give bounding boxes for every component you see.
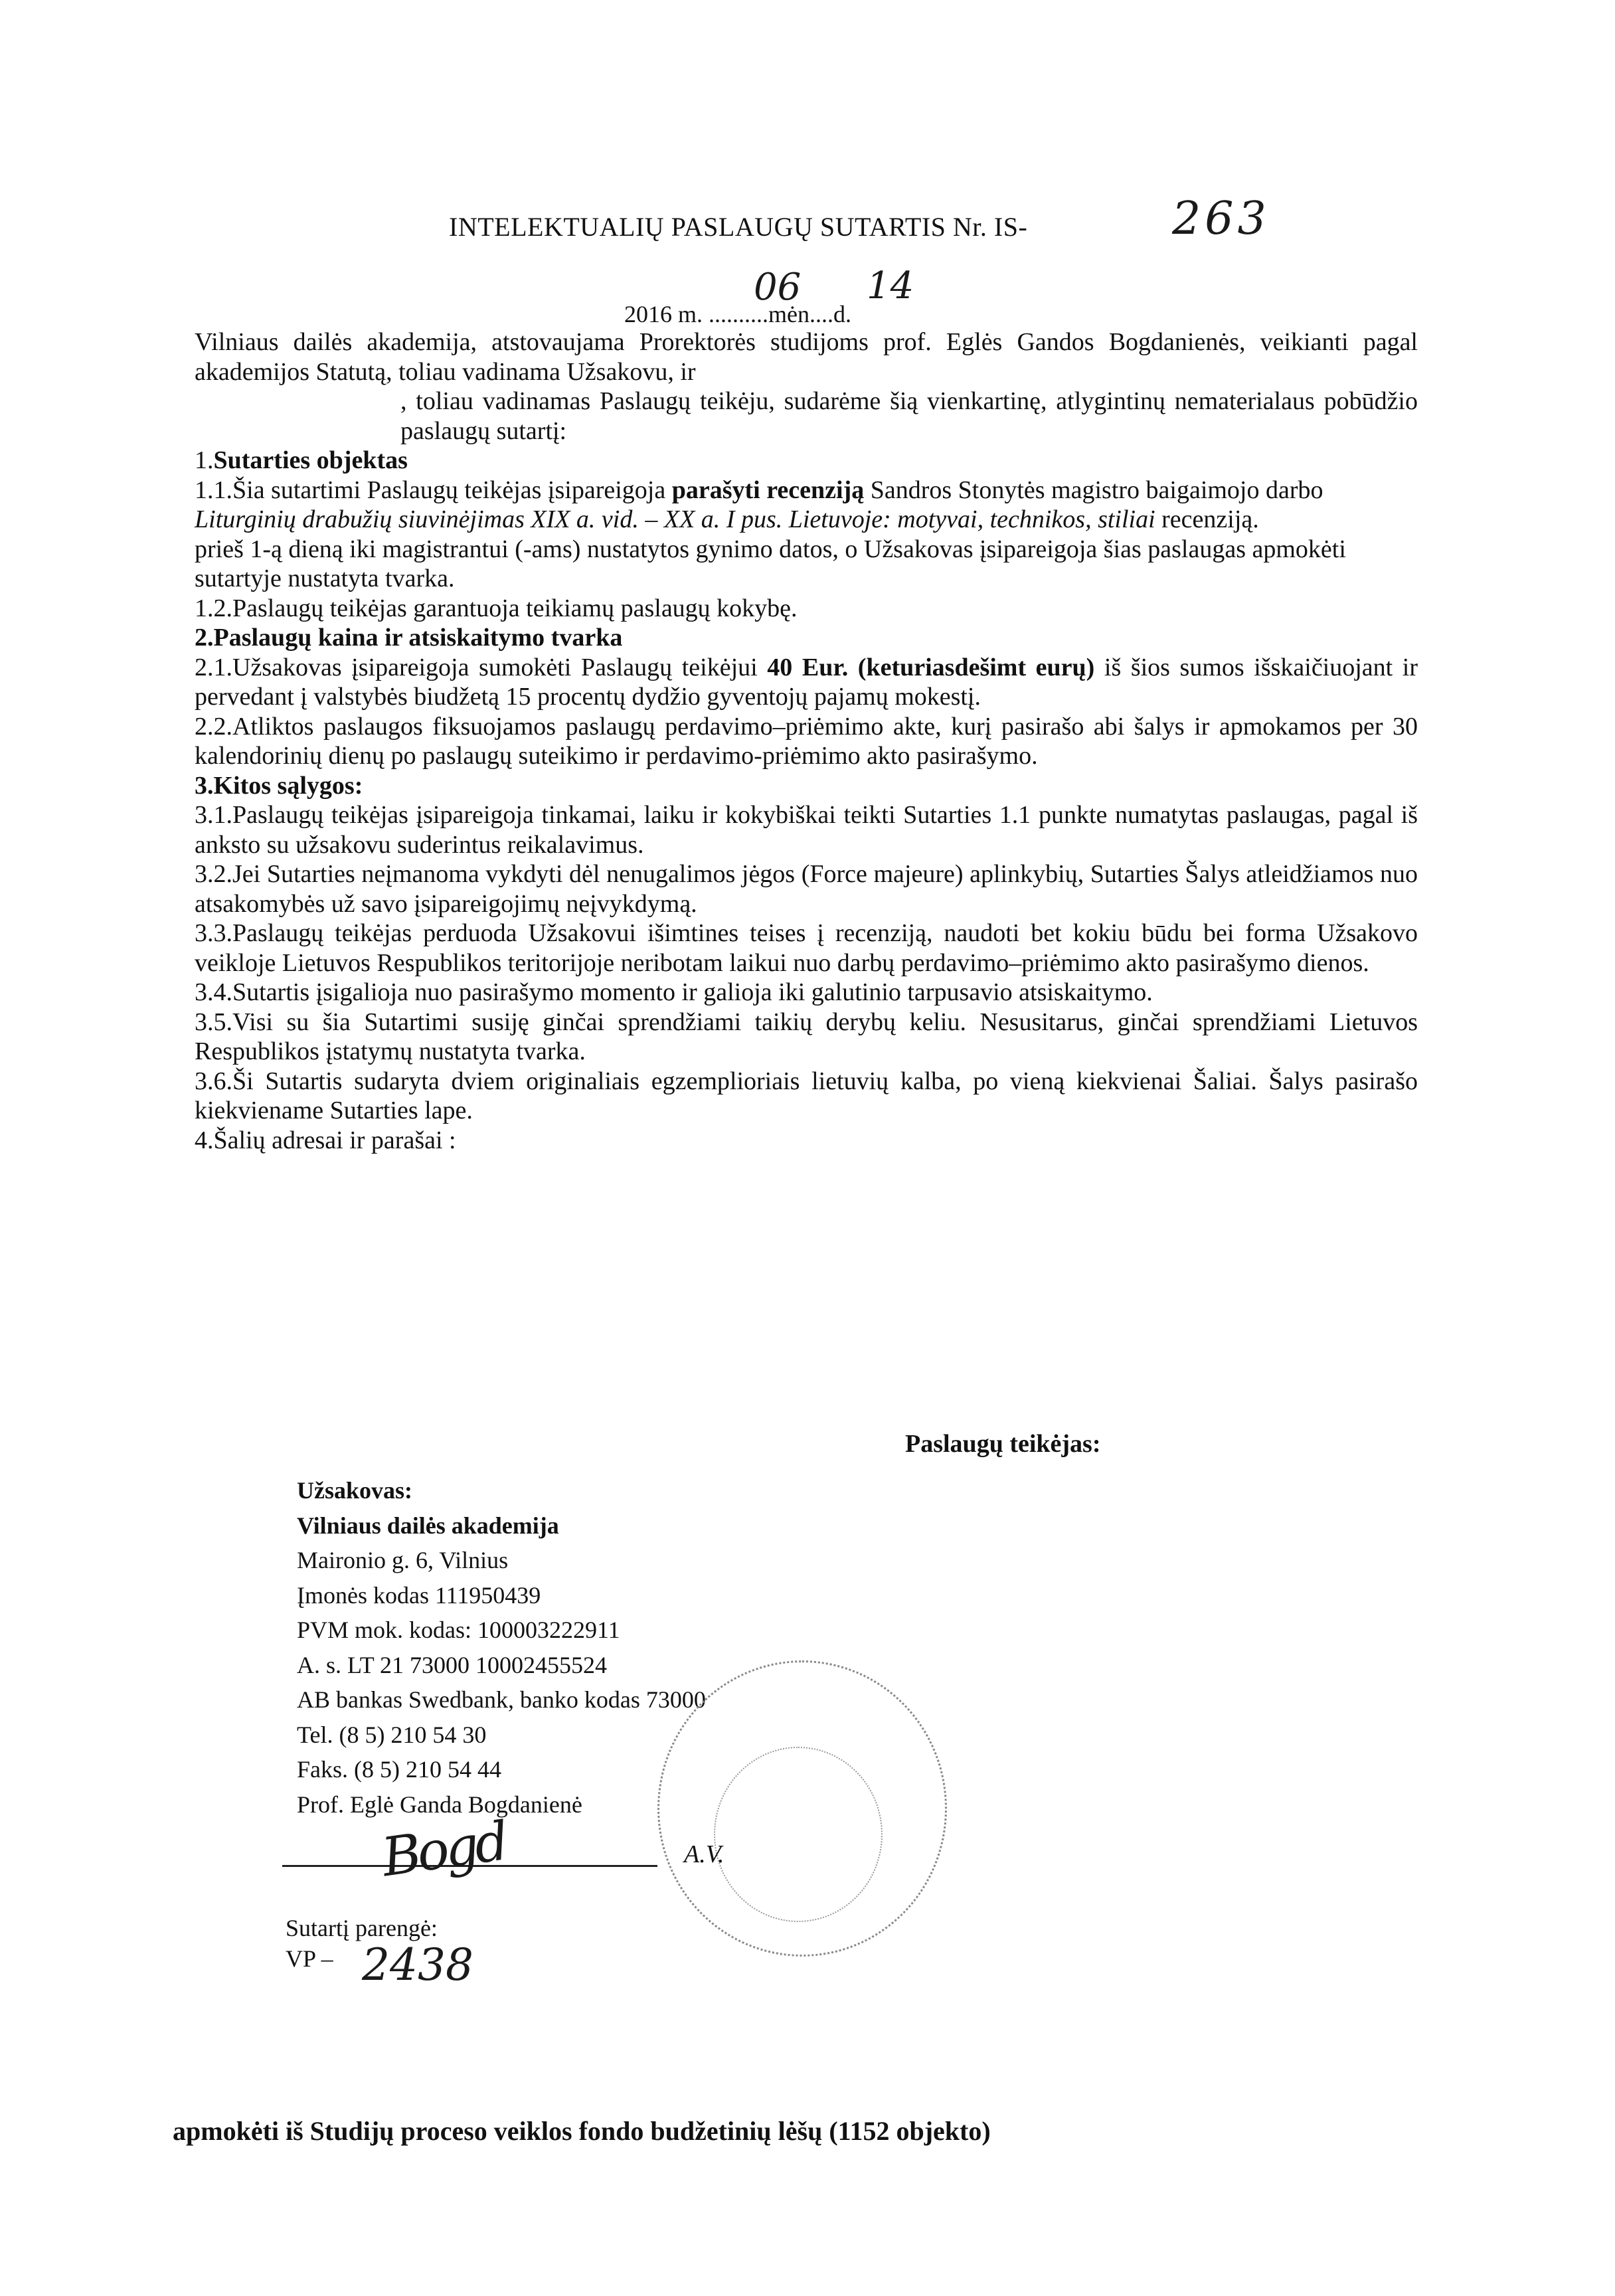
section-2-heading: 2.Paslaugų kaina ir atsiskaitymo tvarka <box>195 624 623 652</box>
preamble-provider <box>195 387 1418 446</box>
client-name: Vilniaus dailės akademija <box>297 1512 559 1539</box>
clause-2-1-text-a: 2.1.Užsakovas įsipareigoja sumokėti Paslaugų teikėjui <box>195 653 768 681</box>
clause-3-4: 3.4.Sutartis įsigalioja nuo pasirašymo momento ir galioja iki galutinio tarpusavio atsiskaitymo. <box>195 978 1153 1006</box>
date-day-dots: .... <box>809 301 833 327</box>
clause-2-1 <box>195 653 1418 712</box>
clause-3-3: 3.3.Paslaugų teikėjas perduoda Užsakovui išimtines teises į recenziją, naudoti bet kokiu būdu bei forma Užsakovo veikloje Lietuvos Respublikos teritorijoje neribotam laikui nuo darbų perdavimo–priėmimo akto pasirašymo dienos. <box>195 919 1418 977</box>
preamble-parties: Vilniaus dailės akademija, atstovaujama Prorektorės studijoms prof. Eglės Gandos Bogdanienės, veikianti pagal akademijos Statutą, toliau vadinama Užsakovu, ir <box>195 328 1418 386</box>
section-1-heading <box>195 446 1418 476</box>
handwritten-vp-number: 2438 <box>362 1939 473 1990</box>
clause-3-5: 3.5.Visi su šia Sutartimi susiję ginčai sprendžiami taikių derybų keliu. Nesusitarus, ginčai sprendžiami Lietuvos Respublikos įstatymų nustatyta tvarka. <box>195 1008 1418 1065</box>
clause-1-1 <box>195 476 1418 535</box>
contract-title-text: INTELEKTUALIŲ PASLAUGŲ SUTARTIS Nr. IS- <box>449 212 1028 242</box>
date-month-dots: .......... <box>709 301 769 327</box>
clause-1-1-text-a: 1.1.Šia sutartimi Paslaugų teikėjas įsipareigoja <box>195 476 672 504</box>
client-label: Užsakovas: <box>297 1477 413 1504</box>
clause-1-1-deadline: prieš 1-ą dieną iki magistrantui (-ams) nustatytos gynimo datos, o Užsakovas įsipareigoja šias paslaugas apmokėti sutartyje nustatyta tvarka. <box>195 535 1346 592</box>
clause-1-2: 1.2.Paslaugų teikėjas garantuoja teikiamų paslaugų kokybę. <box>195 594 798 622</box>
section-3-heading: 3.Kitos sąlygos: <box>195 771 363 800</box>
section-4-heading: 4.Šalių adresai ir parašai : <box>195 1126 456 1154</box>
thesis-title: Liturginių drabužių siuvinėjimas XIX a. vid. – XX a. I pus. Lietuvoje: motyvai, technikos, stiliai <box>195 505 1155 533</box>
clause-1-1-text-c: recenziją. <box>1155 505 1259 533</box>
client-company-code: Įmonės kodas 111950439 <box>297 1581 541 1609</box>
handwritten-signature: Bogd <box>378 1810 509 1889</box>
preamble-provider-text: , toliau vadinamas Paslaugų teikėju, sudarėme šią vienkartinę, atlygintinų nematerialaus pobūdžio paslaugų sutartį: <box>400 387 1418 445</box>
client-phone: Tel. (8 5) 210 54 30 <box>297 1721 487 1748</box>
section-1-number: 1. <box>195 446 214 474</box>
client-details <box>297 1473 706 1822</box>
stamp-place-label: A.V. <box>684 1840 724 1868</box>
vp-prefix: VP – <box>286 1945 333 1972</box>
clause-3-2: 3.2.Jei Sutarties neįmanoma vykdyti dėl nenugalimos jėgos (Force majeure) aplinkybių, Sutarties Šalys atleidžiamos nuo atsakomybės už savo įsipareigojimų neįvykdymą. <box>195 860 1418 918</box>
clause-3-6: 3.6.Ši Sutartis sudaryta dviem originaliais egzemplioriais lietuvių kalba, po vieną kiekvienai Šaliai. Šalys pasirašo kiekviename Sutarties lape. <box>195 1067 1418 1124</box>
handwritten-day: 14 <box>867 264 914 308</box>
contract-body <box>195 327 1418 1155</box>
clause-1-1-bold: parašyti recenziją <box>671 476 865 504</box>
client-vat-code: PVM mok. kodas: 100003222911 <box>297 1617 620 1643</box>
client-bank-account: A. s. LT 21 73000 10002455524 <box>297 1651 608 1678</box>
clause-1-1-text-b: Sandros Stonytės magistro baigaimojo darbo <box>864 476 1323 504</box>
clause-2-1-text-b: iš šios sumos išskaičiuojant ir pervedant į valstybės biudžetą 15 procentų dydžio gyventojų pajamų mokestį. <box>195 653 1418 711</box>
contract-date <box>624 300 851 328</box>
prepared-by-label: Sutartį parengė: <box>286 1915 438 1941</box>
section-1-title: Sutarties objektas <box>213 446 408 474</box>
payment-source-note: apmokėti iš Studijų proceso veiklos fondo budžetinių lėšų (1152 objekto) <box>173 2116 991 2146</box>
provider-label: Paslaugų teikėjas: <box>905 1430 1101 1458</box>
official-stamp-inner-ring <box>714 1747 883 1922</box>
handwritten-month: 06 <box>754 266 802 309</box>
date-month-label: mėn <box>768 301 809 327</box>
client-signatory: Prof. Eglė Ganda Bogdanienė <box>297 1791 582 1818</box>
handwritten-contract-number: 263 <box>1172 193 1270 245</box>
client-fax: Faks. (8 5) 210 54 44 <box>297 1756 501 1783</box>
contract-amount: 40 Eur. (keturiasdešimt eurų) <box>767 653 1095 681</box>
contract-title <box>449 211 1027 242</box>
client-bank: AB bankas Swedbank, banko kodas 73000 <box>297 1686 706 1713</box>
date-year: 2016 m. <box>624 301 709 327</box>
clause-3-1: 3.1.Paslaugų teikėjas įsipareigoja tinkamai, laiku ir kokybiškai teikti Sutarties 1.1 punkte numatytas paslaugas, pagal iš anksto su užsakovu suderintus reikalavimus. <box>195 801 1418 859</box>
date-day-label: d. <box>833 301 851 327</box>
clause-2-2: 2.2.Atliktos paslaugos fiksuojamos paslaugų perdavimo–priėmimo akte, kurį pasirašo abi šalys ir apmokamos per 30 kalendorinių dienų po paslaugų suteikimo ir perdavimo-priėmimo akto pasirašymo. <box>195 712 1418 770</box>
client-address: Maironio g. 6, Vilnius <box>297 1547 509 1573</box>
